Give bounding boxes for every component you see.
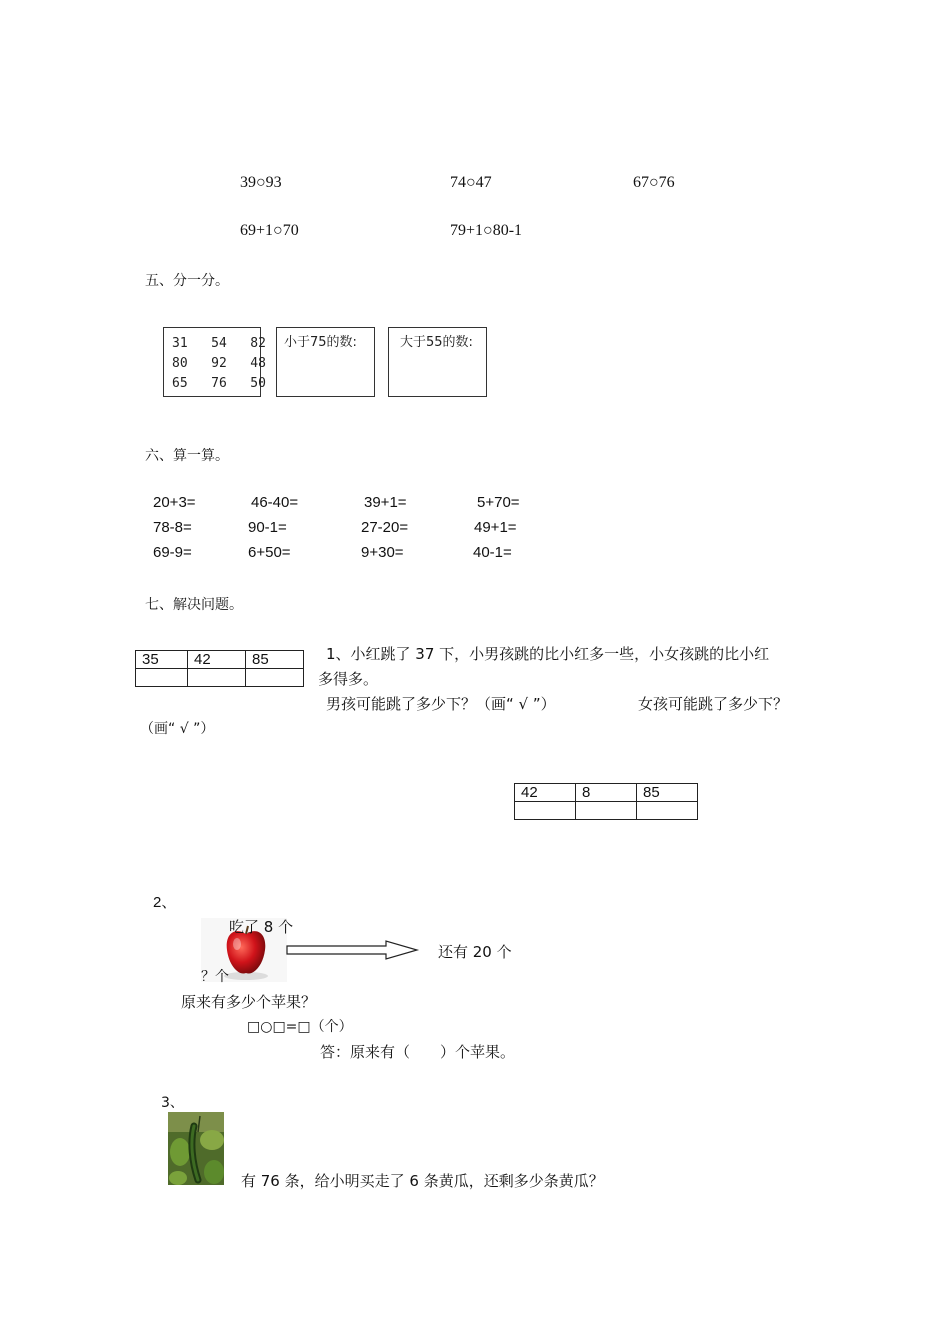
compare-item: 79+1○80-1 bbox=[450, 222, 523, 239]
num: 54 bbox=[211, 336, 227, 351]
section-title: 七、解决问题。 bbox=[145, 597, 243, 613]
calc-item: 49+1= bbox=[474, 519, 517, 536]
check-cell[interactable] bbox=[515, 802, 576, 820]
num: 76 bbox=[211, 376, 227, 391]
calc-item: 27-20= bbox=[361, 519, 409, 536]
num: 65 bbox=[172, 376, 188, 391]
question-2-text: 原来有多少个苹果？ bbox=[181, 993, 317, 1011]
num: 48 bbox=[250, 356, 266, 371]
calc-item: 46-40= bbox=[251, 494, 299, 511]
answer-line: 答：原来有（ ）个苹果。 bbox=[320, 1043, 516, 1061]
calc-item: 6+50= bbox=[248, 544, 291, 561]
ate-label: 吃了 8 个 bbox=[229, 918, 294, 936]
num: 31 bbox=[172, 336, 188, 351]
cucumber-icon bbox=[168, 1112, 224, 1185]
calc-item: 9+30= bbox=[361, 544, 404, 561]
calc-item: 78-8= bbox=[153, 519, 192, 536]
calc-item: 69-9= bbox=[153, 544, 192, 561]
question-1-line1: 1、小红跳了 37 下，小男孩跳的比小红多一些，小女孩跳的比小红 bbox=[326, 645, 770, 663]
question-1-line2: 多得多。 bbox=[318, 670, 379, 688]
remaining-label: 还有 20 个 bbox=[438, 943, 512, 961]
num: 92 bbox=[211, 356, 227, 371]
check-cell[interactable] bbox=[188, 669, 246, 687]
unknown-count: ？个 bbox=[201, 969, 229, 985]
calc-item: 39+1= bbox=[364, 494, 407, 511]
table-cell: 85 bbox=[246, 651, 304, 669]
question-1-girl-hint: （画“ √ ”） bbox=[140, 721, 215, 737]
check-cell[interactable] bbox=[637, 802, 698, 820]
greater-than-box[interactable] bbox=[388, 327, 487, 397]
compare-item: 67○76 bbox=[633, 174, 675, 191]
question-2-number: 2、 bbox=[153, 894, 177, 911]
question-3-text: 有 76 条，给小明买走了 6 条黄瓜，还剩多少条黄瓜？ bbox=[241, 1172, 604, 1190]
less-than-box[interactable] bbox=[276, 327, 375, 397]
boy-choice-table bbox=[135, 650, 304, 687]
check-cell[interactable] bbox=[246, 669, 304, 687]
question-3-number: 3、 bbox=[161, 1095, 184, 1111]
table-cell: 42 bbox=[188, 651, 246, 669]
number-grid bbox=[172, 334, 266, 394]
question-1-boy: 男孩可能跳了多少下？（画“ √ ”） bbox=[326, 695, 556, 713]
compare-item: 74○47 bbox=[450, 174, 492, 191]
arrow-icon bbox=[286, 940, 420, 960]
calc-item: 5+70= bbox=[477, 494, 520, 511]
table-cell: 8 bbox=[576, 784, 637, 802]
less-than-label: 小于75的数: bbox=[284, 335, 357, 350]
greater-than-label: 大于55的数: bbox=[400, 335, 473, 350]
section-title: 五、分一分。 bbox=[145, 273, 229, 289]
check-cell[interactable] bbox=[136, 669, 188, 687]
girl-choice-table bbox=[514, 783, 698, 820]
table-cell: 42 bbox=[515, 784, 576, 802]
number-box bbox=[163, 327, 266, 397]
table-cell: 35 bbox=[136, 651, 188, 669]
num: 82 bbox=[250, 336, 266, 351]
check-cell[interactable] bbox=[576, 802, 637, 820]
table-cell: 85 bbox=[637, 784, 698, 802]
question-1-girl: 女孩可能跳了多少下？ bbox=[638, 695, 789, 713]
compare-item: 39○93 bbox=[240, 174, 282, 191]
compare-item: 69+1○70 bbox=[240, 222, 299, 239]
calc-item: 20+3= bbox=[153, 494, 196, 511]
calc-item: 40-1= bbox=[473, 544, 512, 561]
calc-item: 90-1= bbox=[248, 519, 287, 536]
formula-blank[interactable]: □○□=□（个） bbox=[247, 1019, 353, 1035]
num: 80 bbox=[172, 356, 188, 371]
num: 50 bbox=[250, 376, 266, 391]
section-title: 六、算一算。 bbox=[145, 448, 229, 464]
